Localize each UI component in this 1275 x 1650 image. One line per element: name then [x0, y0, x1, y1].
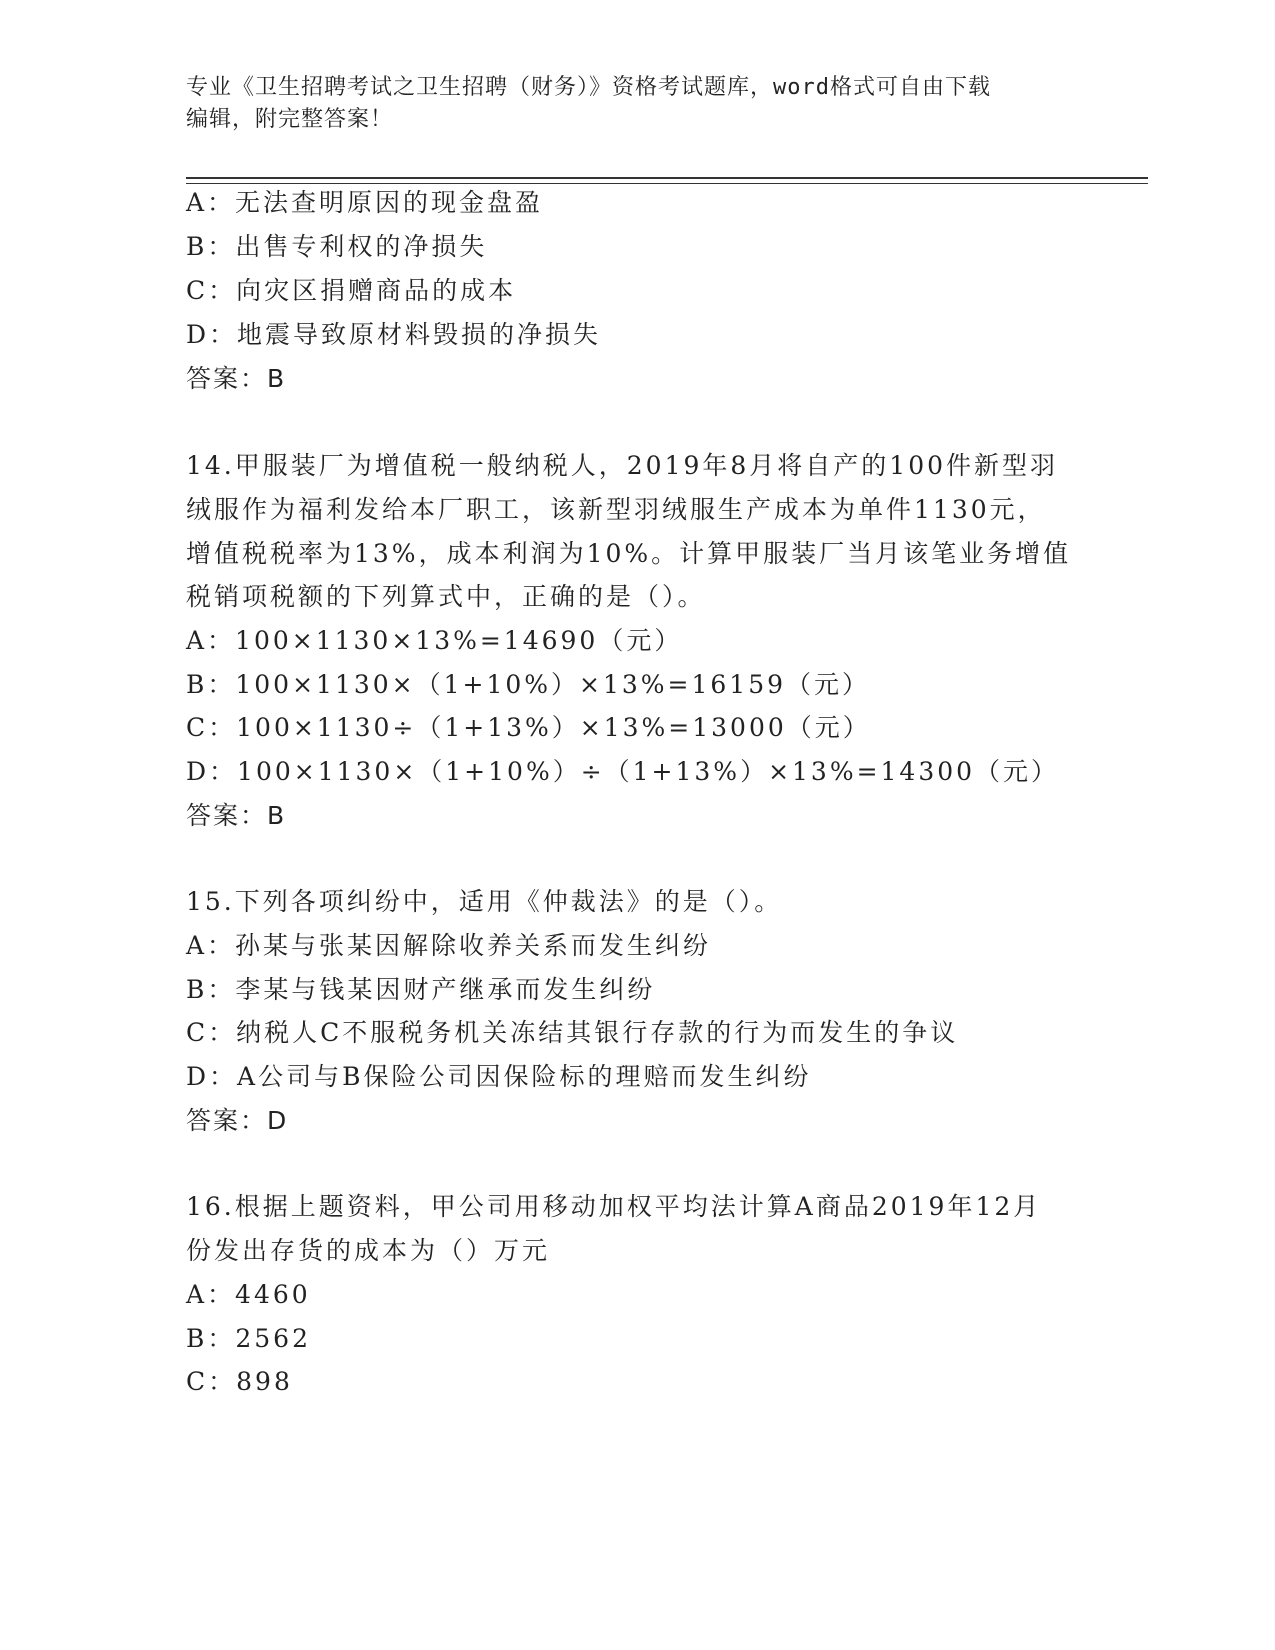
- header-divider-thin: [186, 183, 1148, 184]
- q16-option-a: A：4460: [186, 1280, 311, 1309]
- q15-option-a: A：孙某与张某因解除收养关系而发生纠纷: [186, 931, 712, 960]
- q14-option-c: C：100×1130÷（1+13%）×13%=13000（元）: [186, 713, 871, 742]
- q14-stem-line-2: 绒服作为福利发给本厂职工，该新型羽绒服生产成本为单件1130元，: [186, 495, 1046, 524]
- q16-option-b: B：2562: [186, 1324, 311, 1353]
- header-line-2: 编辑，附完整答案！: [186, 107, 394, 132]
- q15-stem-line-1: 15.下列各项纠纷中，适用《仲裁法》的是（）。: [186, 887, 783, 916]
- q14-option-b: B：100×1130×（1+10%）×13%=16159（元）: [186, 670, 871, 699]
- q14-option-a: A：100×1130×13%=14690（元）: [186, 626, 683, 655]
- q15-option-c: C：纳税人C不服税务机关冻结其银行存款的行为而发生的争议: [186, 1018, 959, 1047]
- q13-option-b: B：出售专利权的净损失: [186, 232, 488, 261]
- q13-answer: 答案：B: [186, 364, 287, 393]
- document-header: [186, 72, 1086, 136]
- q13-option-a: A：无法查明原因的现金盘盈: [186, 188, 544, 217]
- q14-stem-line-1: 14.甲服装厂为增值税一般纳税人，2019年8月将自产的100件新型羽: [186, 451, 1059, 480]
- q15-answer: 答案：D: [186, 1106, 289, 1135]
- header-line-1: 专业《卫生招聘考试之卫生招聘（财务）》资格考试题库，word格式可自由下载: [186, 75, 991, 100]
- q15-option-b: B：李某与钱某因财产继承而发生纠纷: [186, 975, 656, 1004]
- q15-option-d: D：A公司与B保险公司因保险标的理赔而发生纠纷: [186, 1062, 812, 1091]
- q14-stem-line-3: 增值税税率为13%，成本利润为10%。计算甲服装厂当月该笔业务增值: [186, 539, 1072, 568]
- q16-stem-line-2: 份发出存货的成本为（）万元: [186, 1236, 551, 1265]
- q14-stem-line-4: 税销项税额的下列算式中，正确的是（）。: [186, 582, 706, 611]
- q13-option-c: C：向灾区捐赠商品的成本: [186, 276, 517, 305]
- q16-option-c: C：898: [186, 1367, 293, 1396]
- q13-option-d: D：地震导致原材料毁损的净损失: [186, 320, 602, 349]
- header-divider-thick: [186, 177, 1148, 179]
- q14-answer: 答案：B: [186, 801, 287, 830]
- q16-stem-line-1: 16.根据上题资料，甲公司用移动加权平均法计算A商品2019年12月: [186, 1192, 1042, 1221]
- q14-option-d: D：100×1130×（1+10%）÷（1+13%）×13%=14300（元）: [186, 757, 1060, 786]
